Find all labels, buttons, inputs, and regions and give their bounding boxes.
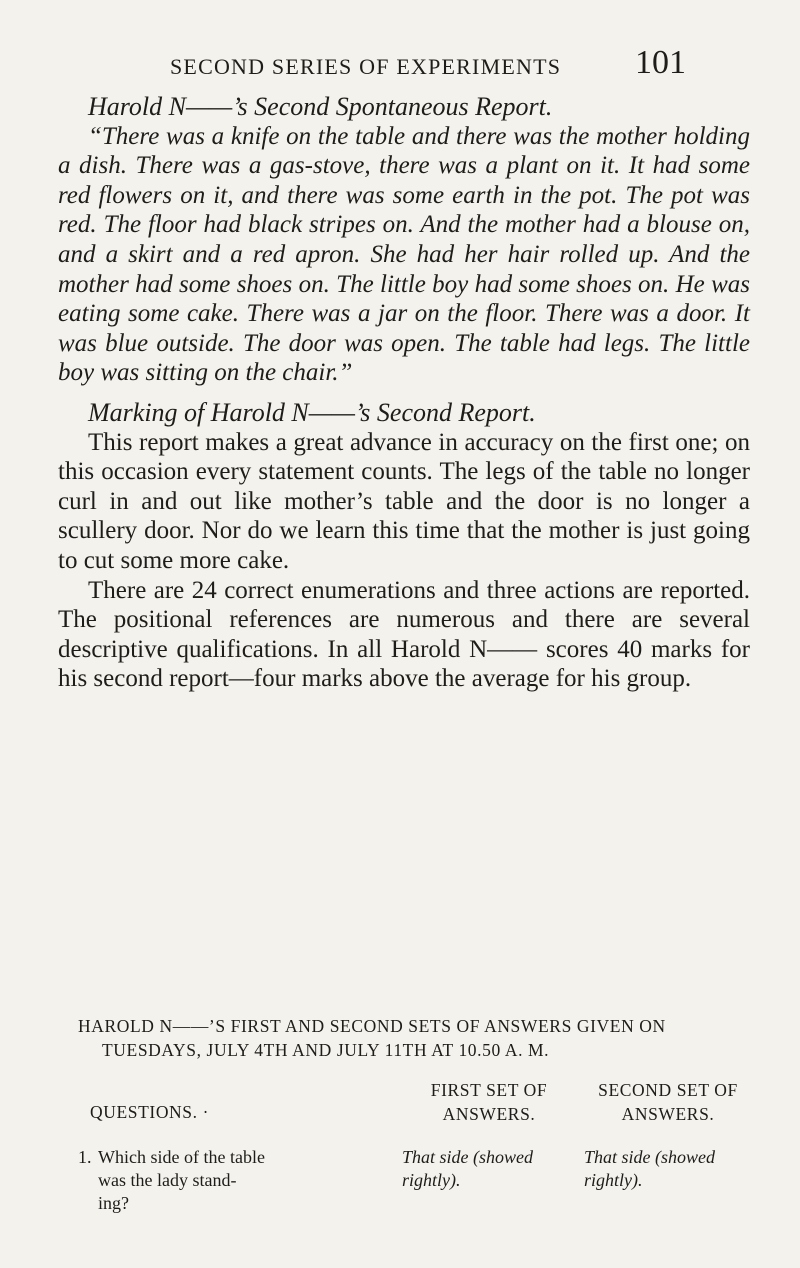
table-caption-line-2: TUESDAYS, JULY 4TH AND JULY 11TH AT 10.50 A. M.: [102, 1040, 550, 1060]
marking-paragraph-1: This report makes a great advance in accuracy on the first one; on this occasion every statement counts. The legs of the table no longer curl in and out like mother’s table and the door is no longer a scullery door. Nor do we learn this time that the mother is just going to cut some more cake.: [58, 428, 750, 574]
second-answer-line-1: That side (showed: [584, 1147, 716, 1167]
column-head-questions: QUESTIONS. ·: [90, 1102, 210, 1122]
column-head-second-line-1: SECOND SET OF: [598, 1080, 738, 1100]
body-text: [58, 92, 750, 694]
first-answer-line-2: rightly).: [402, 1170, 461, 1190]
table-row-first-answer: [402, 1146, 582, 1192]
question-line-1: Which side of the table: [98, 1147, 265, 1167]
table-row-question: [78, 1146, 398, 1215]
table-row-second-answer: [584, 1146, 774, 1192]
running-title: SECOND SERIES OF EXPERIMENTS: [170, 54, 562, 79]
question-number: 1.: [78, 1147, 92, 1167]
report-quote: “There was a knife on the table and there was the mother holding a dish. There was a gas-stove, there was a plant on it. It had some red flowers on it, and there was some earth in the pot. The pot was red. The floor had black stripes on. And the mother had a blouse on, and a skirt and a red apron. She had her hair rolled up. And the mother had some shoes on. The little boy had some shoes on. He was eating some cake. There was a jar on the floor. There was a door. It was blue outside. The door was open. The table had legs. The little boy was sitting on the chair.”: [58, 122, 750, 387]
column-head-second-line-2: ANSWERS.: [621, 1104, 715, 1124]
marking-heading: Marking of Harold N——’s Second Report.: [88, 397, 536, 427]
second-answer-line-2: rightly).: [584, 1170, 643, 1190]
column-head-first-line-2: ANSWERS.: [442, 1104, 536, 1124]
column-head-second-set: [578, 1078, 758, 1126]
table-caption: [78, 1014, 758, 1062]
column-head-first-line-1: FIRST SET OF: [430, 1080, 548, 1100]
column-head-first-set: [404, 1078, 574, 1126]
report-heading: Harold N——’s Second Spontaneous Report.: [88, 92, 553, 121]
first-answer-line-1: That side (showed: [402, 1147, 534, 1167]
running-head: [0, 44, 800, 92]
question-line-2: was the lady stand-: [98, 1170, 237, 1190]
table-caption-line-1: HAROLD N——’S FIRST AND SECOND SETS OF ANSWERS GIVEN ON: [78, 1016, 666, 1036]
marking-paragraph-2: There are 24 correct enumerations and three actions are reported. The positional references are numerous and there are several descriptive qualifications. In all Harold N—— scores 40 marks for his second report—four marks above the average for his group.: [58, 576, 750, 693]
page-number: 101: [635, 44, 686, 81]
question-line-3: ing?: [98, 1193, 129, 1213]
